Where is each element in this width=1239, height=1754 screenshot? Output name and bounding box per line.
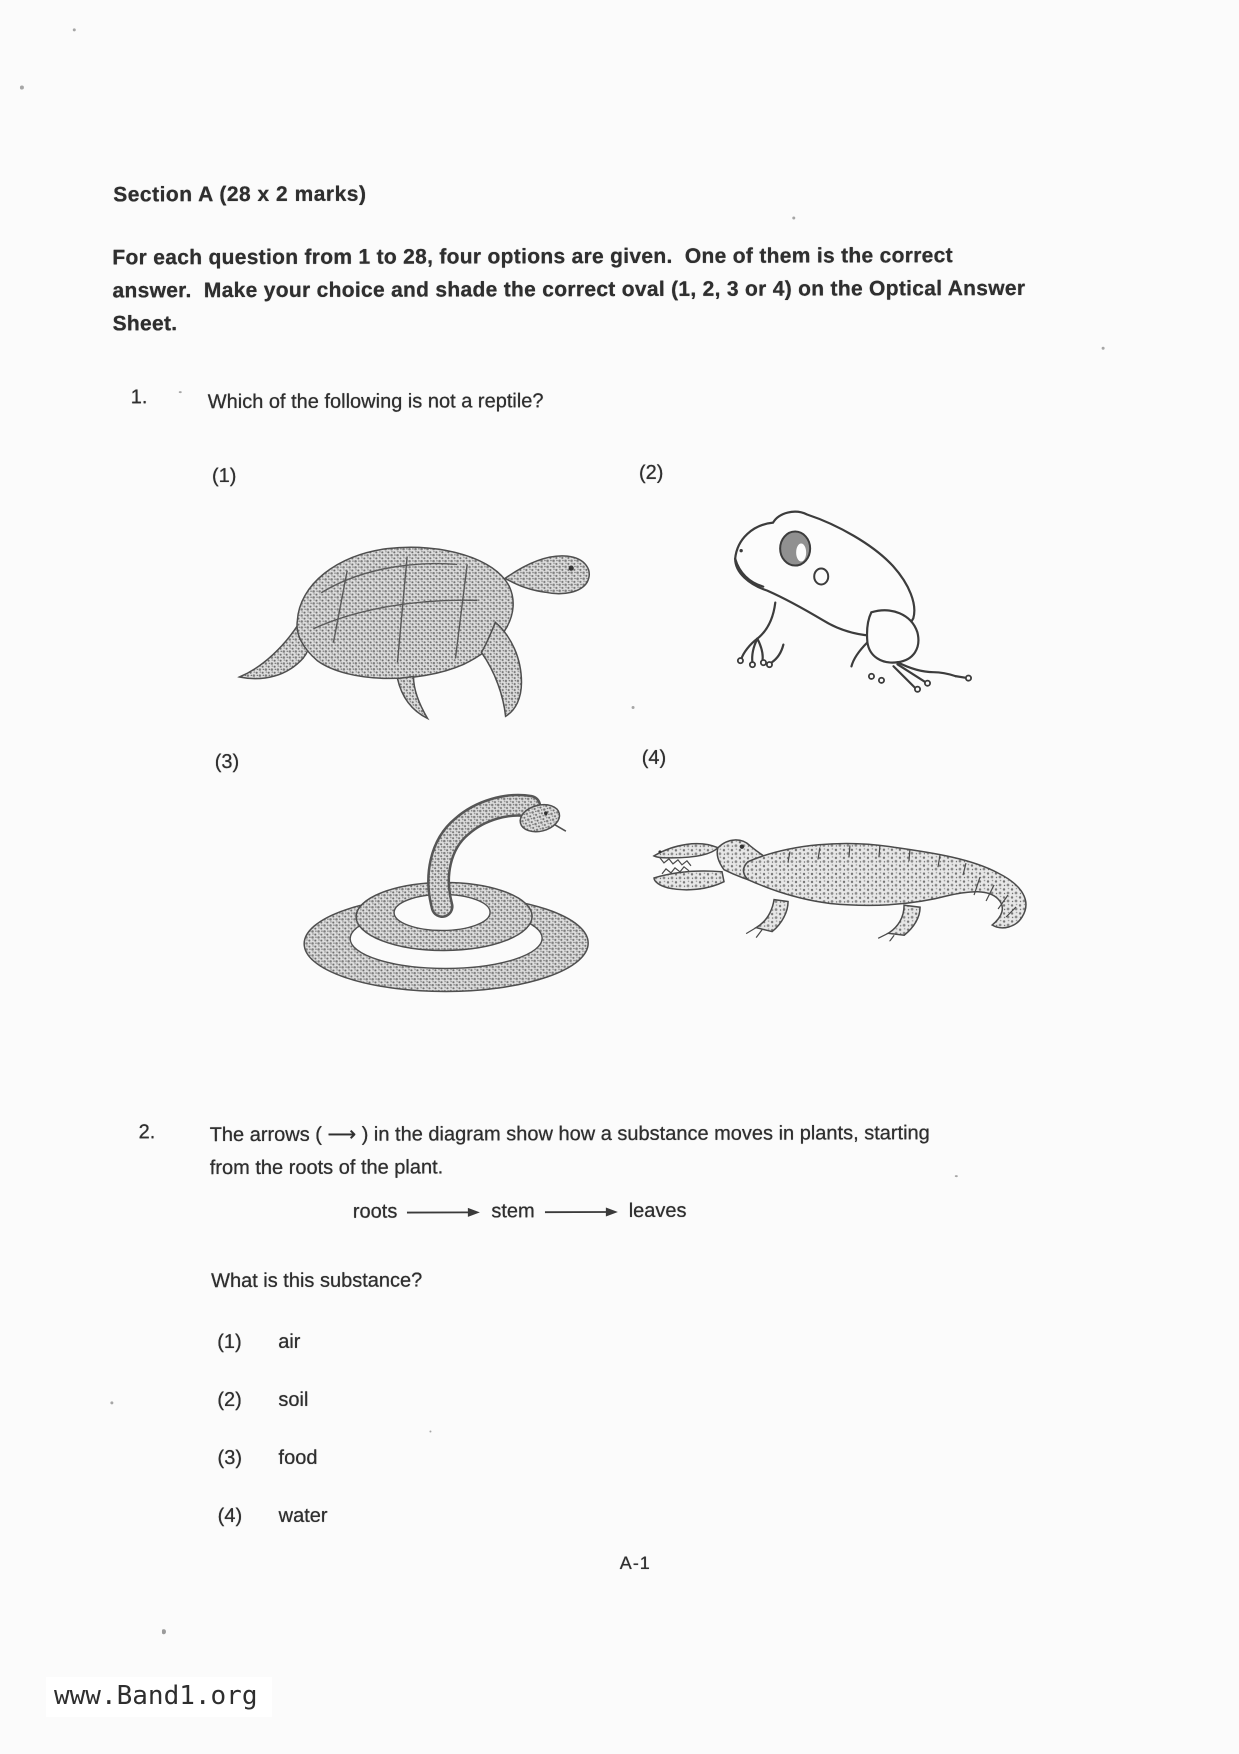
scan-speck: [20, 86, 24, 90]
watermark-box: [46, 1677, 272, 1717]
q2-text-line-2: from the roots of the plant.: [209, 1156, 444, 1180]
scan-speck: [110, 1401, 113, 1404]
q2-option-4: [218, 1505, 328, 1528]
q2-option-1-label: (1): [217, 1330, 242, 1354]
scan-speck: [73, 28, 76, 31]
scan-speck: [955, 1175, 958, 1177]
crocodile-illustration: [650, 831, 1060, 942]
instructions-line-1: For each question from 1 to 28, four options are given. One of them is the correct: [112, 244, 953, 270]
q1-text: Which of the following is not a reptile?: [207, 390, 544, 414]
section-instructions: [112, 239, 1092, 341]
scan-speck: [429, 1430, 431, 1432]
coiled-snake-illustration: [296, 788, 597, 997]
q2-option-2-label: (2): [217, 1388, 242, 1412]
scan-speck: [162, 1629, 166, 1634]
page-number: A-1: [619, 1552, 651, 1574]
scan-speck: [1102, 347, 1105, 350]
arrow-right-icon: [407, 1206, 481, 1218]
q2-option-3: [217, 1447, 317, 1470]
q2-option-1-text: air: [278, 1330, 301, 1353]
q2-sub-question: What is this substance?: [211, 1269, 423, 1293]
q1-number: 1.: [130, 386, 148, 409]
section-title: Section A (28 x 2 marks): [113, 182, 367, 207]
q1-option-4-label: (4): [641, 746, 667, 769]
q2-option-4-text: water: [278, 1504, 328, 1527]
q2-option-1: [217, 1331, 300, 1354]
flow-node-roots: roots: [352, 1200, 398, 1223]
instructions-line-2: answer. Make your choice and shade the correct oval (1, 2, 3 or 4) on the Optical Answer: [112, 276, 1026, 303]
instructions-line-3: Sheet.: [112, 312, 178, 336]
q2-number: 2.: [138, 1121, 156, 1144]
scan-speck: [179, 391, 182, 393]
q2-option-3-label: (3): [217, 1446, 243, 1470]
flow-node-stem: stem: [491, 1200, 535, 1223]
plant-flow-diagram: [353, 1200, 687, 1224]
q2-text-line-1: The arrows ( ⟶ ) in the diagram show how a substance moves in plants, starting: [209, 1122, 930, 1147]
q2-option-4-label: (4): [217, 1504, 243, 1528]
flow-node-leaves: leaves: [628, 1199, 687, 1222]
frog-illustration: [719, 494, 975, 700]
scan-speck: [792, 217, 795, 220]
q2-option-2-text: soil: [278, 1388, 309, 1411]
q2-text: [210, 1117, 1110, 1185]
q2-option-3-text: food: [278, 1446, 318, 1469]
q1-option-1-label: (1): [211, 465, 237, 488]
q1-option-3-label: (3): [214, 750, 240, 774]
watermark-text: www.Band1.org: [54, 1681, 258, 1711]
q2-option-2: [217, 1389, 308, 1412]
arrow-right-icon: [545, 1206, 619, 1218]
q1-option-2-label: (2): [638, 461, 664, 484]
scan-speck: [632, 706, 635, 709]
sea-turtle-illustration: [237, 520, 613, 736]
